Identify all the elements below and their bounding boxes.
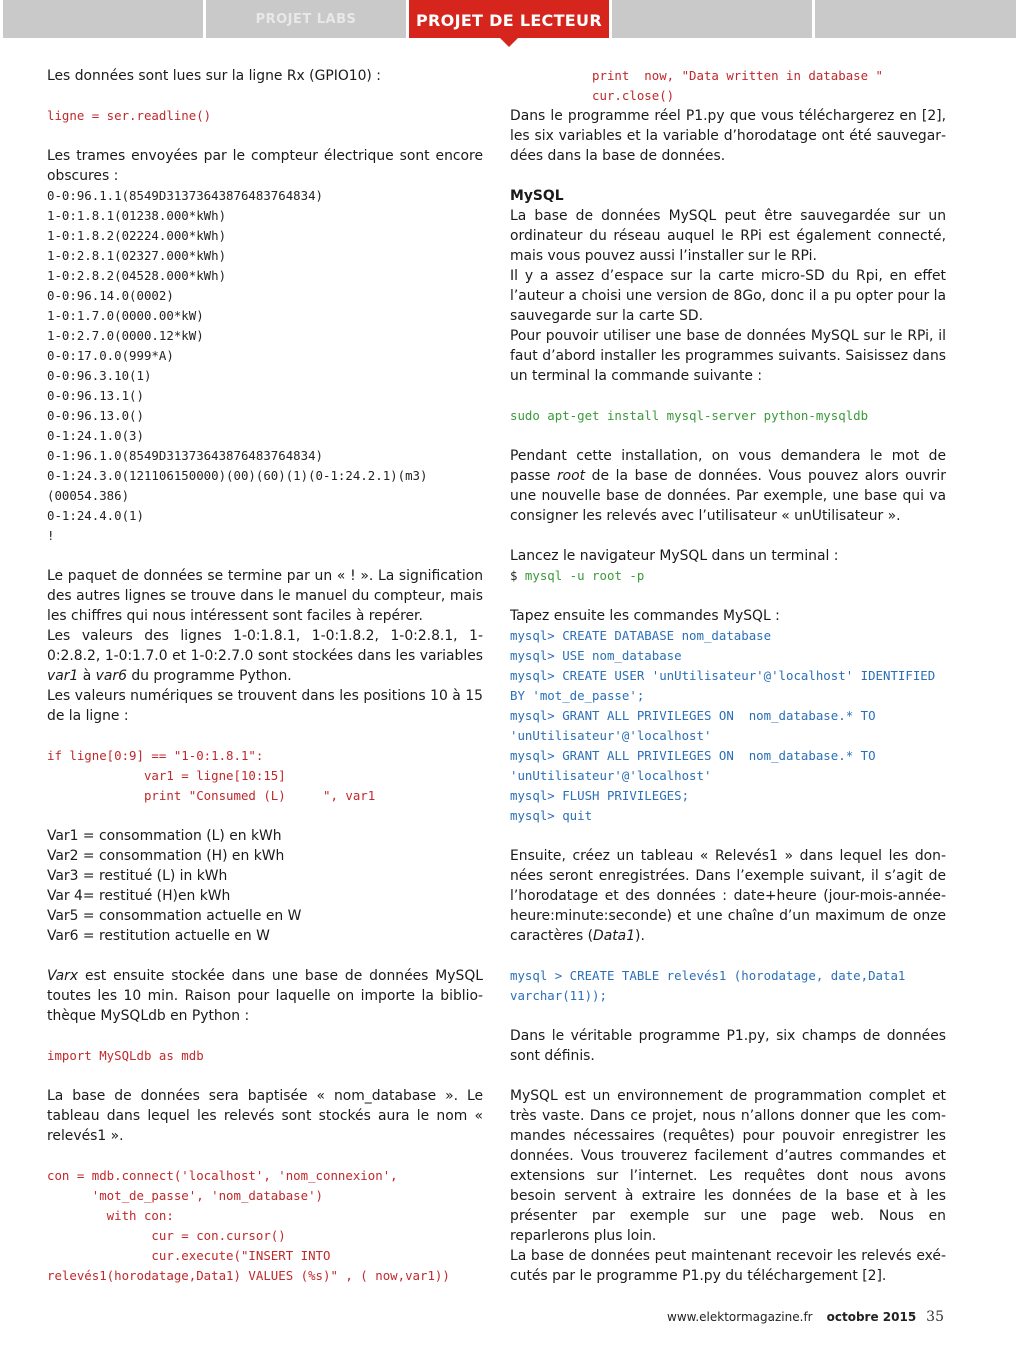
paragraph: La base de données peut maintenant recevoir les relevés exécutés par le programme P1.py du téléchargement [2]. <box>510 1248 946 1284</box>
code-line: with con: <box>47 1208 174 1223</box>
code-line: varchar(11)); <box>510 988 607 1003</box>
frame-line: 0-0:96.1.1(8549D31373643876483764834) <box>47 188 324 203</box>
code-line: print now, "Data written in database " <box>510 68 883 83</box>
paragraph: Le paquet de données se termine par un « ! ». La signification des autres lignes se trouve dans le manuel du compteur, mais les chiffres qui nous intéressent sont faciles à repérer. <box>47 568 483 624</box>
frame-line: 0-0:96.3.10(1) <box>47 368 152 383</box>
code-line: cur.close() <box>510 88 675 103</box>
frame-line: 0-1:24.3.0(121106150000)(00)(60)(1)(0-1:24.2.1)(m3) <box>47 468 428 483</box>
code-line: mysql> USE nom_database <box>510 648 682 663</box>
header-block <box>815 0 1016 38</box>
page-footer <box>667 1309 944 1325</box>
code-line: mysql> GRANT ALL PRIVILEGES ON nom_database.* TO <box>510 708 876 723</box>
footer-site: www.elektormagazine.fr <box>667 1310 813 1324</box>
code-line: 'unUtilisateur'@'localhost' <box>510 768 712 783</box>
frame-line: (00054.386) <box>47 488 130 503</box>
footer-month: octobre 2015 <box>826 1310 917 1324</box>
paragraph: Les valeurs des lignes 1-0:1.8.1, 1-0:1.8.2, 1-0:2.8.1, 1-0:2.8.2, 1-0:1.7.0 et 1-0:2.7.0 sont stockées dans les variables var1 à var6 du programme Python. <box>47 628 483 684</box>
code-line: mysql> CREATE DATABASE nom_database <box>510 628 772 643</box>
code-line: mysql> CREATE USER 'unUtilisateur'@'localhost' IDENTIFIED <box>510 668 936 683</box>
paragraph: Pendant cette installation, on vous demandera le mot de passe root de la base de données. Vous pouvez alors ouvrir une nouvelle base de données. Par exemple, une base qui va consigner les relevés avec l’utilisateur « unUtilisateur ». <box>510 448 946 524</box>
paragraph: Les trames envoyées par le compteur électrique sont encore obscures : <box>47 148 483 184</box>
header-tab-labs: PROJET LABS <box>206 0 406 38</box>
paragraph: Ensuite, créez un tableau « Relevés1 » dans lequel les données seront enregistrées. Dans l’exemple suivant, il s’agit de l’horodatage et des données : date+heure (jour-mois-année-heure:minute:seconde) et une chaîne d’un maximum de onze caractères (Data1). <box>510 848 946 944</box>
page-number: 35 <box>926 1309 944 1325</box>
frame-list <box>47 186 483 546</box>
code-line: import MySQLdb as mdb <box>47 1048 204 1063</box>
variable-line: Var 4= restitué (H)en kWh <box>47 888 231 904</box>
code-line: con = mdb.connect('localhost', 'nom_connexion', <box>47 1168 398 1183</box>
paragraph: Tapez ensuite les commandes MySQL : <box>510 608 780 624</box>
variable-line: Var3 = restitué (L) in kWh <box>47 868 228 884</box>
frame-line: ! <box>47 528 55 543</box>
frame-line: 0-1:24.4.0(1) <box>47 508 144 523</box>
code-line: $ mysql -u root -p <box>510 568 645 583</box>
code-line: mysql> FLUSH PRIVILEGES; <box>510 788 690 803</box>
code-line: mysql> quit <box>510 808 593 823</box>
frame-line: 1-0:2.8.1(02327.000*kWh) <box>47 248 227 263</box>
paragraph: MySQL est un environnement de programmation complet et très vaste. Dans ce projet, nous n’allons donner que les commandes nécessaires (requêtes) pour pouvoir enregistrer les données. Vous trouverez facilement d’autres commandes et extensions sur l’internet. Les requêtes dont nous avons besoin servent à extraire les données de la base et à les présenter par exemple sur une page web. Nous en reparlerons plus loin. <box>510 1088 946 1244</box>
frame-line: 1-0:1.7.0(0000.00*kW) <box>47 308 204 323</box>
paragraph: Les données sont lues sur la ligne Rx (GPIO10) : <box>47 68 381 84</box>
code-line: if ligne[0:9] == "1-0:1.8.1": <box>47 748 264 763</box>
frame-line: 0-0:96.14.0(0002) <box>47 288 174 303</box>
paragraph: Les valeurs numériques se trouvent dans les positions 10 à 15 de la ligne : <box>47 688 483 724</box>
frame-line: 0-0:96.13.0() <box>47 408 144 423</box>
right-column <box>510 66 946 1286</box>
code-line: mysql> GRANT ALL PRIVILEGES ON nom_database.* TO <box>510 748 876 763</box>
code-line: print "Consumed (L) ", var1 <box>47 788 376 803</box>
paragraph: Il y a assez d’espace sur la carte micro-SD du Rpi, en effet l’auteur a choisi une version de 8Go, donc il a pu opter pour la sauvegarde sur la carte SD. <box>510 268 946 324</box>
code-line: BY 'mot_de_passe'; <box>510 688 645 703</box>
code-line: ligne = ser.readline() <box>47 108 212 123</box>
code-line: 'unUtilisateur'@'localhost' <box>510 728 712 743</box>
variable-line: Var5 = consommation actuelle en W <box>47 908 302 924</box>
header-bar <box>0 0 1016 38</box>
variable-line: Var1 = consommation (L) en kWh <box>47 828 282 844</box>
frame-line: 1-0:1.8.2(02224.000*kWh) <box>47 228 227 243</box>
code-line: cur = con.cursor() <box>47 1228 286 1243</box>
left-column <box>47 66 483 1286</box>
header-tab-active: PROJET DE LECTEUR <box>409 0 609 38</box>
variable-line: Var2 = consommation (H) en kWh <box>47 848 285 864</box>
paragraph: Dans le programme réel P1.py que vous téléchargerez en [2], les six variables et la variable d’horodatage ont été sauvegardées dans la base de données. <box>510 108 946 164</box>
frame-line: 0-1:24.1.0(3) <box>47 428 144 443</box>
frame-line: 1-0:1.8.1(01238.000*kWh) <box>47 208 227 223</box>
variable-line: Var6 = restitution actuelle en W <box>47 928 270 944</box>
paragraph: Varx est ensuite stockée dans une base de données MySQL toutes les 10 min. Raison pour laquelle on importe la bibliothèque MySQLdb en Python : <box>47 968 483 1024</box>
paragraph: La base de données MySQL peut être sauvegardée sur un ordinateur du réseau auquel le RPi est également connecté, mais vous pouvez aussi l’installer sur le RPi. <box>510 208 946 264</box>
code-line: cur.execute("INSERT INTO <box>47 1248 331 1263</box>
code-line: var1 = ligne[10:15] <box>47 768 286 783</box>
header-block <box>612 0 812 38</box>
frame-line: 1-0:2.7.0(0000.12*kW) <box>47 328 204 343</box>
code-line: sudo apt-get install mysql-server python-mysqldb <box>510 408 869 423</box>
paragraph: Dans le véritable programme P1.py, six champs de données sont définis. <box>510 1028 946 1064</box>
code-line: mysql > CREATE TABLE relevés1 (horodatage, date,Data1 <box>510 968 906 983</box>
section-heading: MySQL <box>510 188 564 204</box>
code-line: relevés1(horodatage,Data1) VALUES (%s)" , ( now,var1)) <box>47 1268 450 1283</box>
frame-line: 1-0:2.8.2(04528.000*kWh) <box>47 268 227 283</box>
frame-line: 0-1:96.1.0(8549D31373643876483764834) <box>47 448 324 463</box>
code-line: 'mot_de_passe', 'nom_database') <box>47 1188 324 1203</box>
paragraph: La base de données sera baptisée « nom_database ». Le tableau dans lequel les relevés sont stockés aura le nom « relevés1 ». <box>47 1088 483 1144</box>
paragraph: Pour pouvoir utiliser une base de données MySQL sur le RPi, il faut d’abord installer les programmes suivants. Saisissez dans un terminal la commande suivante : <box>510 328 946 384</box>
header-block <box>3 0 203 38</box>
frame-line: 0-0:96.13.1() <box>47 388 144 403</box>
frame-line: 0-0:17.0.0(999*A) <box>47 348 174 363</box>
paragraph: Lancez le navigateur MySQL dans un terminal : <box>510 548 839 564</box>
